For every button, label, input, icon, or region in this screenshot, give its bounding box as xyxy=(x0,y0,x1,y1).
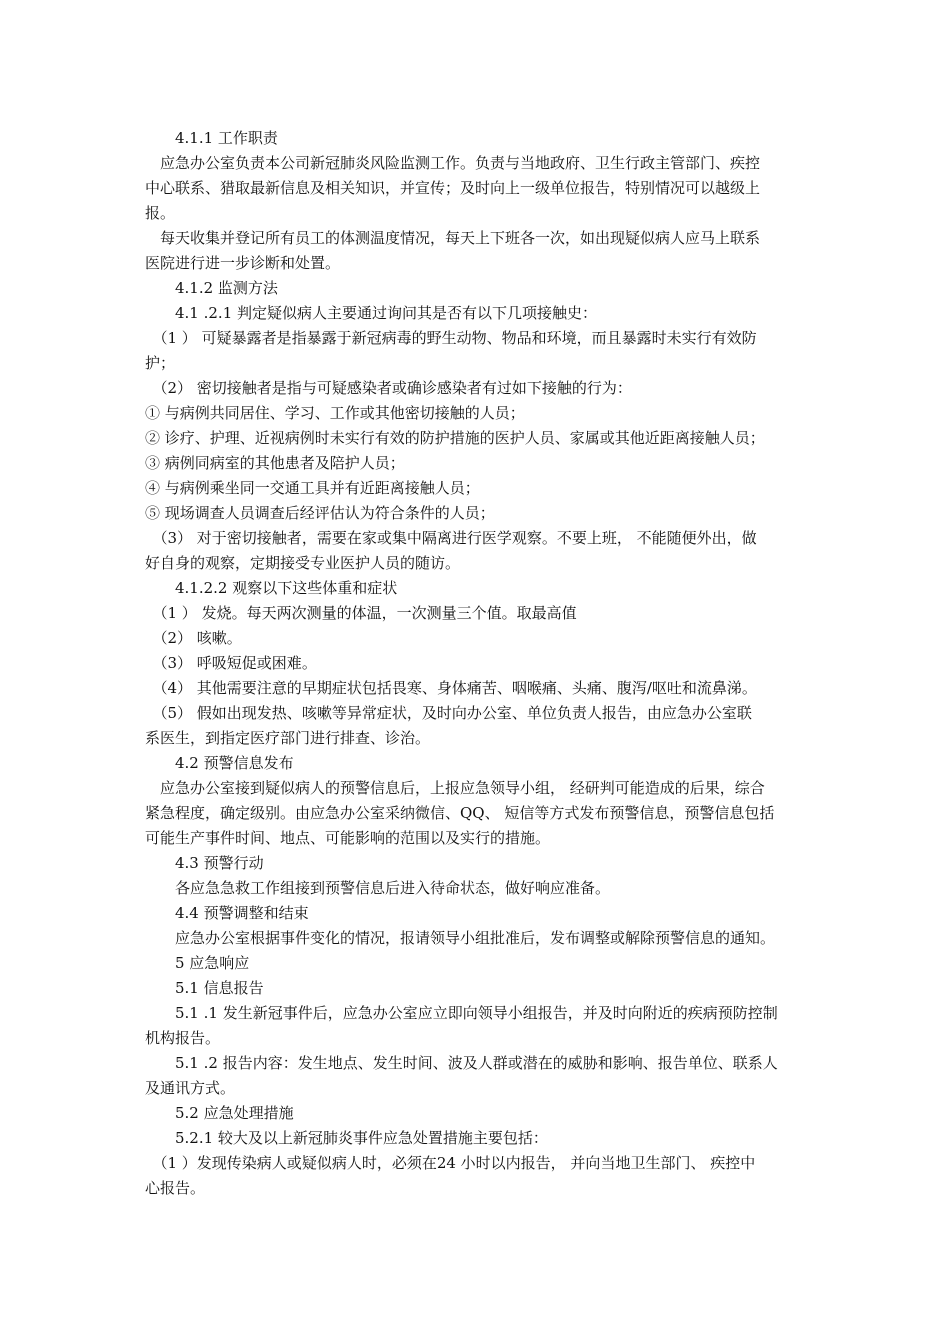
section-heading-4-4: 4.4 预警调整和结束 xyxy=(145,904,309,922)
paragraph-line: 可能生产事件时间、地点、可能影响的范围以及实行的措施。 xyxy=(145,829,551,847)
section-heading-4-1-2: 4.1.2 监测方法 xyxy=(145,279,278,297)
list-item-line: ① 与病例共同居住、学习、工作或其他密切接触的人员； xyxy=(145,404,525,422)
list-item-line: 系医生，到指定医疗部门进行排查、诊治。 xyxy=(145,729,431,747)
list-item-line: ④ 与病例乘坐同一交通工具并有近距离接触人员； xyxy=(145,479,480,497)
list-item-line: （4） 其他需要注意的早期症状包括畏寒、身体痛苦、咽喉痛、头痛、腹泻/呕吐和流鼻涕。 xyxy=(145,679,757,697)
list-item-line: 护； xyxy=(145,354,176,372)
list-item-line: ⑤ 现场调查人员调查后经评估认为符合条件的人员； xyxy=(145,504,495,522)
paragraph-line: 机构报告。 xyxy=(145,1029,221,1047)
paragraph-line: 及通讯方式。 xyxy=(145,1079,236,1097)
list-item-line: （3） 呼吸短促或困难。 xyxy=(145,654,317,672)
paragraph-line: 应急办公室负责本公司新冠肺炎风险监测工作。负责与当地政府、卫生行政主管部门、疾控 xyxy=(145,154,761,172)
list-item-line: （1 ）发现传染病人或疑似病人时，必须在24 小时以内报告， 并向当地卫生部门、 疾控中 xyxy=(145,1154,756,1172)
list-item-line: （2） 密切接触者是指与可疑感染者或确诊感染者有过如下接触的行为： xyxy=(145,379,632,397)
section-heading-4-1-2-2: 4.1.2.2 观察以下这些体重和症状 xyxy=(145,579,398,597)
list-item-line: （2） 咳嗽。 xyxy=(145,629,242,647)
document-body xyxy=(145,126,825,1201)
paragraph-line: 医院进行进一步诊断和处置。 xyxy=(145,254,341,272)
list-item-line: （1 ） 发烧。每天两次测量的体温，一次测量三个值。取最高值 xyxy=(145,604,577,622)
paragraph-line: 各应急急救工作组接到预警信息后进入待命状态，做好响应准备。 xyxy=(145,879,611,897)
section-heading-5: 5 应急响应 xyxy=(145,954,250,972)
list-item-line: ③ 病例同病室的其他患者及陪护人员； xyxy=(145,454,405,472)
paragraph-line: 5.1 .1 发生新冠事件后，应急办公室应立即向领导小组报告，并及时向附近的疾病预防控制 xyxy=(145,1004,778,1022)
section-heading-4-1-2-1: 4.1 .2.1 判定疑似病人主要通过询问其是否有以下几项接触史： xyxy=(145,304,598,322)
section-heading-4-2: 4.2 预警信息发布 xyxy=(145,754,294,772)
list-item-line: 心报告。 xyxy=(145,1179,206,1197)
paragraph-line: 报。 xyxy=(145,204,176,222)
paragraph-line: 中心联系、猎取最新信息及相关知识，并宣传；及时向上一级单位报告，特别情况可以越级上 xyxy=(145,179,761,197)
paragraph-line: 5.1 .2 报告内容：发生地点、发生时间、波及人群或潜在的威胁和影响、报告单位、联系人 xyxy=(145,1054,778,1072)
list-item-line: ② 诊疗、护理、近视病例时未实行有效的防护措施的医护人员、家属或其他近距离接触人员； xyxy=(145,429,765,447)
paragraph-line: 紧急程度，确定级别。由应急办公室采纳微信、QQ、 短信等方式发布预警信息，预警信息包括 xyxy=(145,804,775,822)
section-heading-5-1: 5.1 信息报告 xyxy=(145,979,264,997)
list-item-line: （5） 假如出现发热、咳嗽等异常症状，及时向办公室、单位负责人报告，由应急办公室联 xyxy=(145,704,752,722)
section-heading-5-2-1: 5.2.1 较大及以上新冠肺炎事件应急处置措施主要包括： xyxy=(145,1129,548,1147)
list-item-line: （3） 对于密切接触者，需要在家或集中隔离进行医学观察。不要上班， 不能随便外出，做 xyxy=(145,529,757,547)
section-heading-4-3: 4.3 预警行动 xyxy=(145,854,264,872)
section-heading-5-2: 5.2 应急处理措施 xyxy=(145,1104,294,1122)
paragraph-line: 每天收集并登记所有员工的体测温度情况，每天上下班各一次，如出现疑似病人应马上联系 xyxy=(145,229,761,247)
section-heading-4-1-1: 4.1.1 工作职责 xyxy=(145,129,278,147)
paragraph-line: 应急办公室接到疑似病人的预警信息后，上报应急领导小组， 经研判可能造成的后果，综合 xyxy=(145,779,765,797)
paragraph-line: 应急办公室根据事件变化的情况，报请领导小组批准后，发布调整或解除预警信息的通知。 xyxy=(145,929,776,947)
list-item-line: 好自身的观察，定期接受专业医护人员的随访。 xyxy=(145,554,461,572)
list-item-line: （1 ） 可疑暴露者是指暴露于新冠病毒的野生动物、物品和环境，而且暴露时未实行有效防 xyxy=(145,329,757,347)
